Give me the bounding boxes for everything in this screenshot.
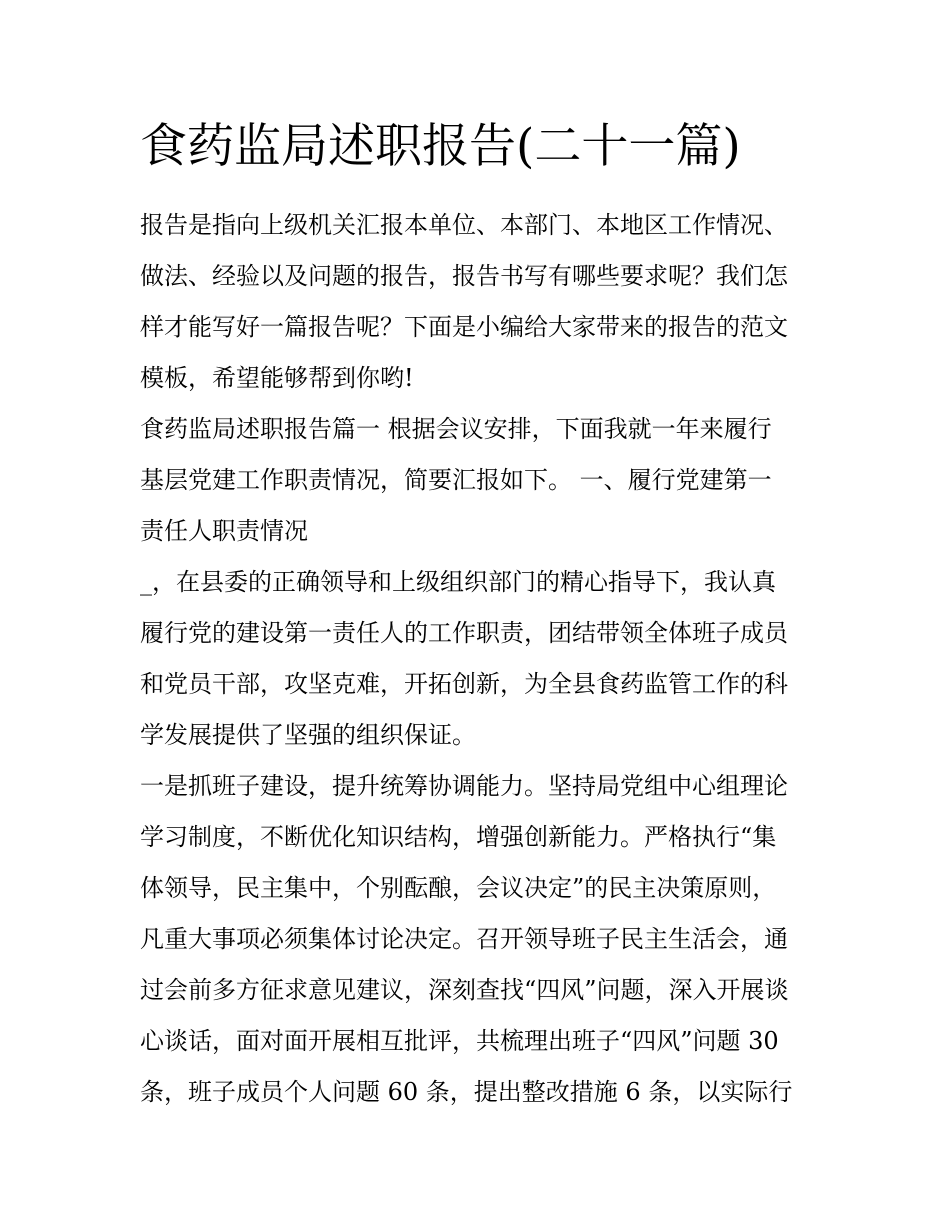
document-body: [140, 200, 815, 1118]
text-line: 心谈话，面对面开展相互批评，共梳理出班子“四风”问题 30: [140, 1027, 779, 1055]
text-line: 样才能写好一篇报告呢？下面是小编给大家带来的报告的范文: [140, 313, 788, 341]
text-line: 责任人职责情况: [140, 517, 308, 545]
text-line: 学习制度，不断优化知识结构，增强创新能力。严格执行“集: [140, 823, 777, 851]
text-line: 一是抓班子建设，提升统筹协调能力。坚持局党组中心组理论: [140, 772, 788, 800]
text-line: 模板，希望能够帮到你哟!: [140, 364, 414, 392]
text-line: 过会前多方征求意见建议，深刻查找“四风”问题，深入开展谈: [140, 976, 789, 1004]
text-line: 体领导，民主集中，个别酝酿，会议决定”的民主决策原则，: [140, 874, 777, 902]
text-line: 做法、经验以及问题的报告，报告书写有哪些要求呢？我们怎: [140, 262, 788, 290]
text-line: 凡重大事项必须集体讨论决定。召开领导班子民主生活会，通: [140, 925, 788, 953]
text-line: 条，班子成员个人问题 60 条，提出整改措施 6 条，以实际行: [140, 1078, 793, 1106]
text-line: 食药监局述职报告篇一 根据会议安排，下面我就一年来履行: [140, 415, 772, 443]
text-line: 和党员干部，攻坚克难，开拓创新，为全县食药监管工作的科: [140, 670, 788, 698]
text-line: 学发展提供了坚强的组织保证。: [140, 721, 476, 749]
text-line: 基层党建工作职责情况，简要汇报如下。 一、履行党建第一: [140, 466, 772, 494]
text-line: 报告是指向上级机关汇报本单位、本部门、本地区工作情况、: [140, 211, 788, 239]
text-line: 履行党的建设第一责任人的工作职责，团结带领全体班子成员: [140, 619, 788, 647]
page-title: 食药监局述职报告(二十一篇): [140, 119, 741, 174]
text-line: _，在县委的正确领导和上级组织部门的精心指导下，我认真: [140, 568, 776, 596]
